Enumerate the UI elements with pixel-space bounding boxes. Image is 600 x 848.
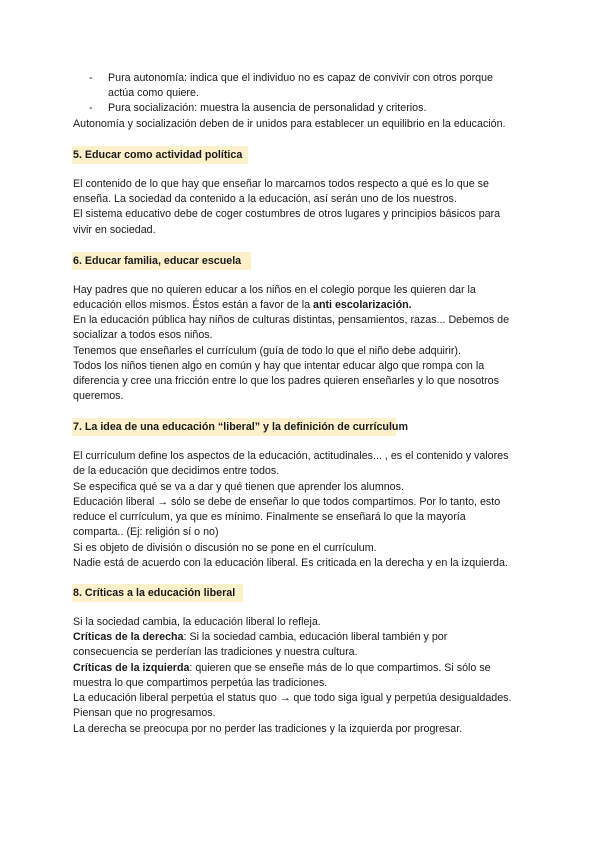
paragraph-line: de la educación que decidimos entre todos. bbox=[73, 465, 280, 477]
paragraph-line: En la educación pública hay niños de culturas distintas, pensamientos, razas... Debemos de bbox=[73, 314, 510, 326]
paragraph-line: Autonomía y socialización deben de ir unidos para establecer un equilibrio en la educación. bbox=[73, 118, 506, 130]
section-heading: 5. Educar como actividad política bbox=[73, 149, 243, 161]
paragraph-line: La derecha se preocupa por no perder las tradiciones y la izquierda por progresar. bbox=[73, 723, 463, 735]
paragraph-line bbox=[73, 299, 412, 312]
paragraph-line: enseña. La sociedad da contenido a la educación, así serán uno de los nuestros. bbox=[73, 193, 457, 205]
paragraph-line: Educación liberal → sólo se debe de enseñar lo que todos compartimos. Por lo tanto, esto bbox=[73, 496, 501, 508]
paragraph-line: Piensan que no progresamos. bbox=[73, 707, 216, 719]
paragraph-line: Se especifica qué se va a dar y qué tienen que aprender los alumnos. bbox=[73, 481, 404, 493]
bullet-mark: - bbox=[89, 102, 93, 114]
text-run: educación ellos mismos. Éstos están a favor de la bbox=[73, 299, 313, 311]
paragraph-line: muestra lo que compartimos perpetúa las tradiciones. bbox=[73, 677, 328, 689]
bold-term: Críticas de la derecha bbox=[73, 631, 184, 643]
paragraph-line: Si es objeto de división o discusión no se pone en el currículum. bbox=[73, 542, 377, 554]
paragraph-line: socializar a todos esos niños. bbox=[73, 329, 213, 341]
paragraph-line: diferencia y cree una fricción entre lo que los padres quieren enseñarles y lo que nosotros bbox=[73, 375, 499, 387]
bullet-text: Pura autonomía: indica que el individuo no es capaz de convivir con otros porque bbox=[108, 72, 493, 84]
paragraph-line bbox=[73, 631, 447, 644]
bullet-text: Pura socialización: muestra la ausencia de personalidad y criterios. bbox=[108, 102, 427, 114]
paragraph-line: Hay padres que no quieren educar a los niños en el colegio porque les quieren dar la bbox=[73, 284, 476, 296]
text-run: : Si la sociedad cambia, educación liberal también y por bbox=[183, 631, 448, 643]
paragraph-line: vivir en sociedad. bbox=[73, 224, 156, 236]
section-heading: 6. Educar familia, educar escuela bbox=[73, 255, 242, 267]
paragraph-line: queremos. bbox=[73, 390, 124, 402]
paragraph-line: consecuencia se perderían las tradiciones y nuestra cultura. bbox=[73, 646, 358, 658]
paragraph-line: comparta.. (Ej: religión sí o no) bbox=[73, 526, 219, 538]
bold-term: anti escolarización. bbox=[313, 299, 412, 311]
paragraph-line: Todos los niños tienen algo en común y hay que intentar educar algo que rompa con la bbox=[73, 360, 485, 372]
bullet-mark: - bbox=[89, 72, 93, 84]
paragraph-line: Si la sociedad cambia, la educación liberal lo refleja. bbox=[73, 616, 321, 628]
paragraph-line: Nadie está de acuerdo con la educación liberal. Es criticada en la derecha y en la izquierda. bbox=[73, 557, 508, 569]
paragraph-line: Tenemos que enseñarles el currículum (guía de todo lo que el niño debe adquirir). bbox=[73, 345, 461, 357]
paragraph-line bbox=[73, 662, 491, 675]
bullet-text: actúa como quiere. bbox=[108, 87, 199, 99]
section-heading: 7. La idea de una educación “liberal” y la definición de currículum bbox=[73, 421, 408, 433]
paragraph-line: El currículum define los aspectos de la educación, actitudinales... , es el contenido y valores bbox=[73, 450, 509, 462]
paragraph-line: La educación liberal perpetúa el status quo → que todo siga igual y perpetúa desigualdades. bbox=[73, 692, 512, 704]
text-run: : quieren que se enseñe más de lo que compartimos. Si sólo se bbox=[189, 662, 491, 674]
bold-term: Críticas de la izquierda bbox=[73, 662, 190, 674]
paragraph-line: reduce el currículum, ya que es mínimo. Finalmente se enseñará lo que la mayoría bbox=[73, 511, 466, 523]
paragraph-line: El contenido de lo que hay que enseñar lo marcamos todos respecto a qué es lo que se bbox=[73, 178, 489, 190]
section-heading: 8. Críticas a la educación liberal bbox=[73, 587, 236, 599]
paragraph-line: El sistema educativo debe de coger costumbres de otros lugares y principios básicos para bbox=[73, 208, 501, 220]
